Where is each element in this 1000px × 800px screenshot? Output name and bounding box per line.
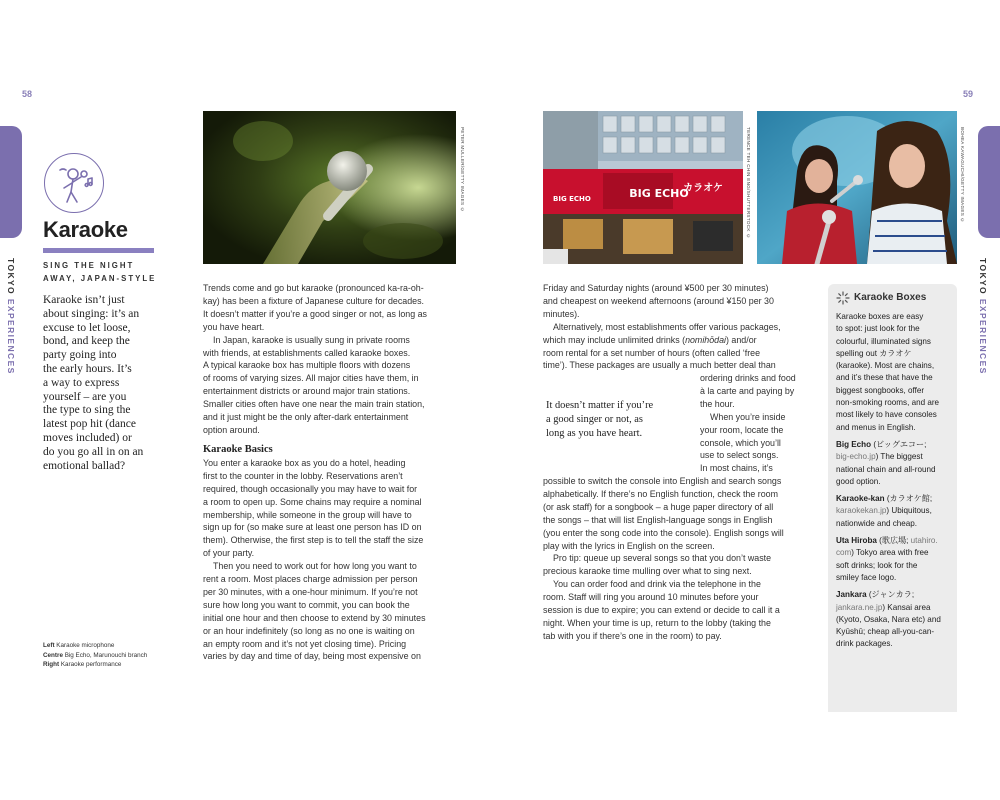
paragraph: You can order food and drink via the telephone in the room. Staff will ring you around 10 minutes before your session is due to expire; you can extend or decide to call it a night. When your time is up, return to the lobby (taking the tab with you if there’s one in the room) to pay. [543,579,780,641]
paragraph: Friday and Saturday nights (around ¥500 per 30 minutes) and cheapest on weekend afternoons (around ¥150 per 30 minutes). [543,283,774,319]
photo-credit-left: PETER MULLER/GETTY IMAGES © [460,127,465,213]
paragraph: Trends come and go but karaoke (pronounced ka-ra-oh- kay) has been a fixture of Japanese culture for decades. It doesn’t matter if you’re a good singer or not, as long as you have heart. [203,283,427,332]
sparkle-icon [836,291,850,305]
karaoke-singer-icon [44,153,104,213]
karaoke-katakana-sign: カラオケ [683,183,723,194]
sidebar-entry: Uta Hiroba (歌広場; utahiro. com) Tokyo area with free soft drinks; look for the smiley face logo. [836,536,938,582]
photo-credit-centre: TERENCE TEH CHIN ENG/SHUTTERSTOCK © [746,127,751,239]
right-section-tab [978,126,1000,238]
sidebar-heading: Karaoke Boxes [854,292,927,303]
article-column-2 [543,282,818,372]
sidebar-entry: Jankara (ジャンカラ; jankara.ne.jp) Kansai area (Kyoto, Osaka, Nara etc) and Kyūshū; cheap all-you-can- drink packages. [836,590,941,649]
tagline: SING THE NIGHT AWAY, JAPAN-STYLE [43,261,157,284]
photo-credit-right: BOHEA KAWAGUCHI/GETTY IMAGES © [960,127,965,224]
paragraph: Then you need to work out for how long you want to rent a room. Most places charge admission per person per 30 minutes, with a one-hour minimum. If you’re not sure how long you want to commit, you can book the initial one hour and then choose to extend by 30 minutes or an hour indefinitely (so long as no one is waiting on an empty room and it’s not yet closing time). Pricing varies by day and time of day, being most expensive on [203,561,426,662]
sidebar-entry: Karaoke-kan (カラオケ館; karaokekan.jp) Ubiquitous, nationwide and cheap. [836,494,933,528]
karaoke-microphone-photo [203,111,456,264]
pull-quote: It doesn’t matter if you’re a good singer or not, as long as you have heart. [546,400,654,440]
left-section-label: TOKYO EXPERIENCES [6,258,16,375]
intro-text: Karaoke isn’t just about singing: it’s an excuse to let loose, bond, and keep the party going into the early hours. It’s a way to express yourself – are you the type to sing the latest pop hit (dance moves included) or do you go all in on an emotional ballad? [43,294,144,472]
sidebar-entry: Big Echo (ビッグエコー; big-echo.jp) The biggest national chain and all-round good option. [836,439,936,486]
link[interactable]: utahiro. [910,536,938,546]
article-column-1 [203,282,460,663]
paragraph: Alternatively, most establishments offer various packages, which may include unlimited drinks (nomihōdai) and/or room rental for a set number of hours (often called ‘free time’). These packages are usually a much better deal than [543,321,781,371]
link[interactable]: karaokekan.jp [836,506,887,516]
link[interactable]: com [836,548,852,558]
article-column-2-wrap: ordering drinks and food à la carte and paying by the hour. When you’re inside your room, locate the console, which you’ll use to select songs. In most chains, it’s [700,373,796,474]
paragraph: possible to switch the console into English and search songs alphabetically. If there’s no English function, check the room (or ask staff) for a songbook – a huge paper directory of all the songs – that will list English-language songs in English (you enter the song code into the console). English songs will play with the lyrics in English on the screen. [543,476,784,551]
paragraph: Pro tip: queue up several songs so that you don’t waste precious karaoke time mulling over what to sing next. [543,553,772,577]
right-section-label: TOKYO EXPERIENCES [978,258,988,375]
page-title: Karaoke [43,217,128,242]
title-rule [43,248,154,253]
paragraph: You enter a karaoke box as you do a hotel, heading first to the counter in the lobby. Reservations aren’t required, though occasionally you may have to wait for a room to open up. Some chains may require a nominal membership, while someone in the group will have to sign up for (so make sure at least one person has ID on them). Otherwise, the first step is to tell the staff the size of your party. [203,457,424,559]
right-page-number: 59 [963,89,974,99]
link[interactable]: big-echo.jp [836,452,876,462]
article-column-2-lower [543,475,818,643]
left-section-tab [0,126,22,238]
section-subheading: Karaoke Basics [203,443,273,455]
karaoke-performance-photo [757,111,957,264]
left-page-number: 58 [22,89,33,99]
photo-captions: Left Karaoke microphone Centre Big Echo, Marunouchi branch Right Karaoke performance [43,642,148,669]
big-echo-sign: BIG ECHO [629,187,689,200]
sidebar-body: Karaoke boxes are easy to spot: just look for the colourful, illuminated signs spelling out カラオケ (karaoke). Most are chains, and it’s these that have the biggest songbooks, offer non-smoking rooms, and are most likely to have consoles and menus in English. Big Echo (ビッグエコー; big-echo.jp) The biggest national chain and all-round good option. Karaoke-kan (カラオケ館; karaokekan.jp) Ubiquitous, nationwide and cheap. Uta Hiroba (歌広場; utahiro. com) Tokyo area with free soft drinks; look for the smiley face logo. Jankara (ジャンカラ; jankara.ne.jp) Kansai area (Kyoto, Osaka, Nara etc) and Kyūshū; cheap all-you-can- drink packages. [836,311,956,651]
paragraph: In Japan, karaoke is usually sung in private rooms with friends, at establishments called karaoke boxes. A typical karaoke box has multiple floors with dozens of rooms of varying sizes. All major cities have them, in entertainment districts or around major train stations. Smaller cities often have one near the main train station, and it just might be the only after-dark entertainment option around. [203,334,425,435]
big-echo-building-photo [543,111,743,264]
link[interactable]: jankara.ne.jp [836,602,883,612]
big-echo-sign-small: BIG ECHO [553,195,591,203]
